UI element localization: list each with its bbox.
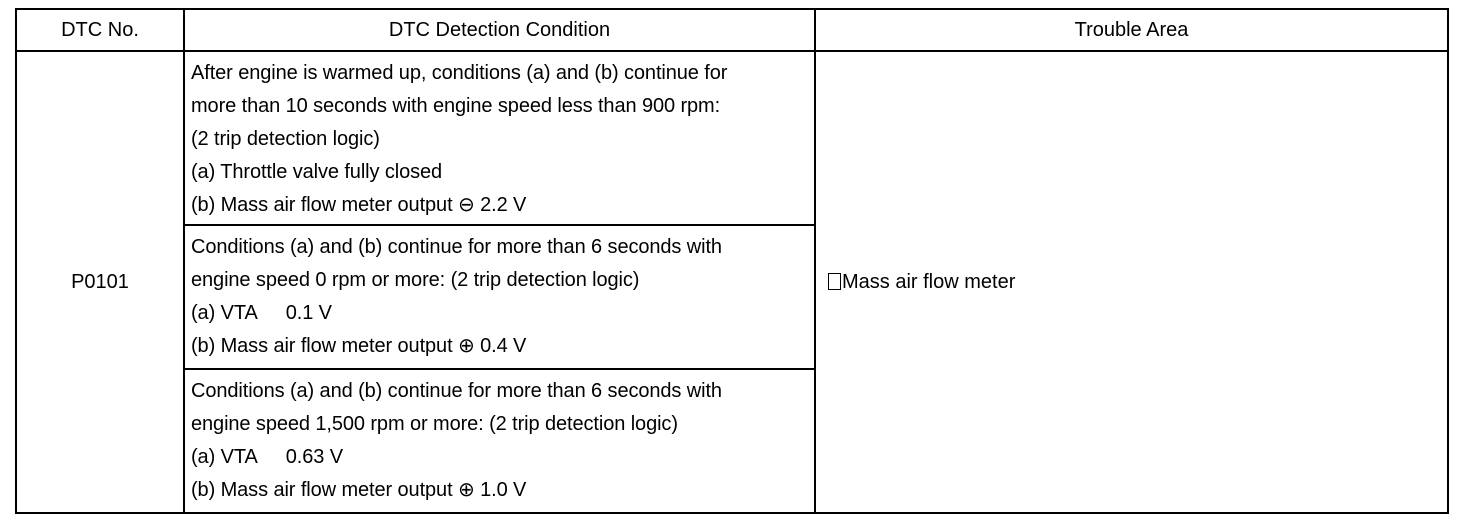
condition-line: engine speed 0 rpm or more: (2 trip detection logic) bbox=[191, 269, 640, 291]
condition-cell-1 bbox=[184, 51, 815, 225]
condition-line: (b) Mass air flow meter output ⊖ 2.2 V bbox=[191, 194, 527, 216]
condition-cell-3 bbox=[184, 369, 815, 513]
condition-line: engine speed 1,500 rpm or more: (2 trip detection logic) bbox=[191, 413, 678, 435]
checkbox-glyph-icon bbox=[828, 273, 841, 290]
condition-line: Conditions (a) and (b) continue for more than 6 seconds with bbox=[191, 380, 722, 402]
header-detection-condition: DTC Detection Condition bbox=[184, 9, 815, 51]
condition-line: After engine is warmed up, conditions (a) and (b) continue for bbox=[191, 62, 728, 84]
header-trouble-area: Trouble Area bbox=[815, 9, 1448, 51]
trouble-area-cell bbox=[815, 51, 1448, 513]
table-row bbox=[16, 51, 1448, 225]
condition-line: (a) VTA bbox=[191, 446, 258, 468]
condition-line: Conditions (a) and (b) continue for more than 6 seconds with bbox=[191, 236, 722, 258]
condition-line: (b) Mass air flow meter output ⊕ 0.4 V bbox=[191, 335, 527, 357]
header-dtc-no: DTC No. bbox=[16, 9, 184, 51]
condition-line: (a) VTA bbox=[191, 302, 258, 324]
condition-cell-2 bbox=[184, 225, 815, 369]
dtc-table bbox=[15, 8, 1449, 514]
dtc-code: P0101 bbox=[16, 51, 184, 513]
trouble-area-text: Mass air flow meter bbox=[842, 270, 1016, 293]
condition-line: (2 trip detection logic) bbox=[191, 128, 380, 150]
condition-line: (a) Throttle valve fully closed bbox=[191, 161, 443, 183]
condition-value: 0.63 V bbox=[285, 446, 343, 468]
condition-line: more than 10 seconds with engine speed less than 900 rpm: bbox=[191, 95, 721, 117]
condition-value: 0.1 V bbox=[285, 302, 332, 324]
header-row bbox=[16, 9, 1448, 51]
condition-line: (b) Mass air flow meter output ⊕ 1.0 V bbox=[191, 479, 527, 501]
